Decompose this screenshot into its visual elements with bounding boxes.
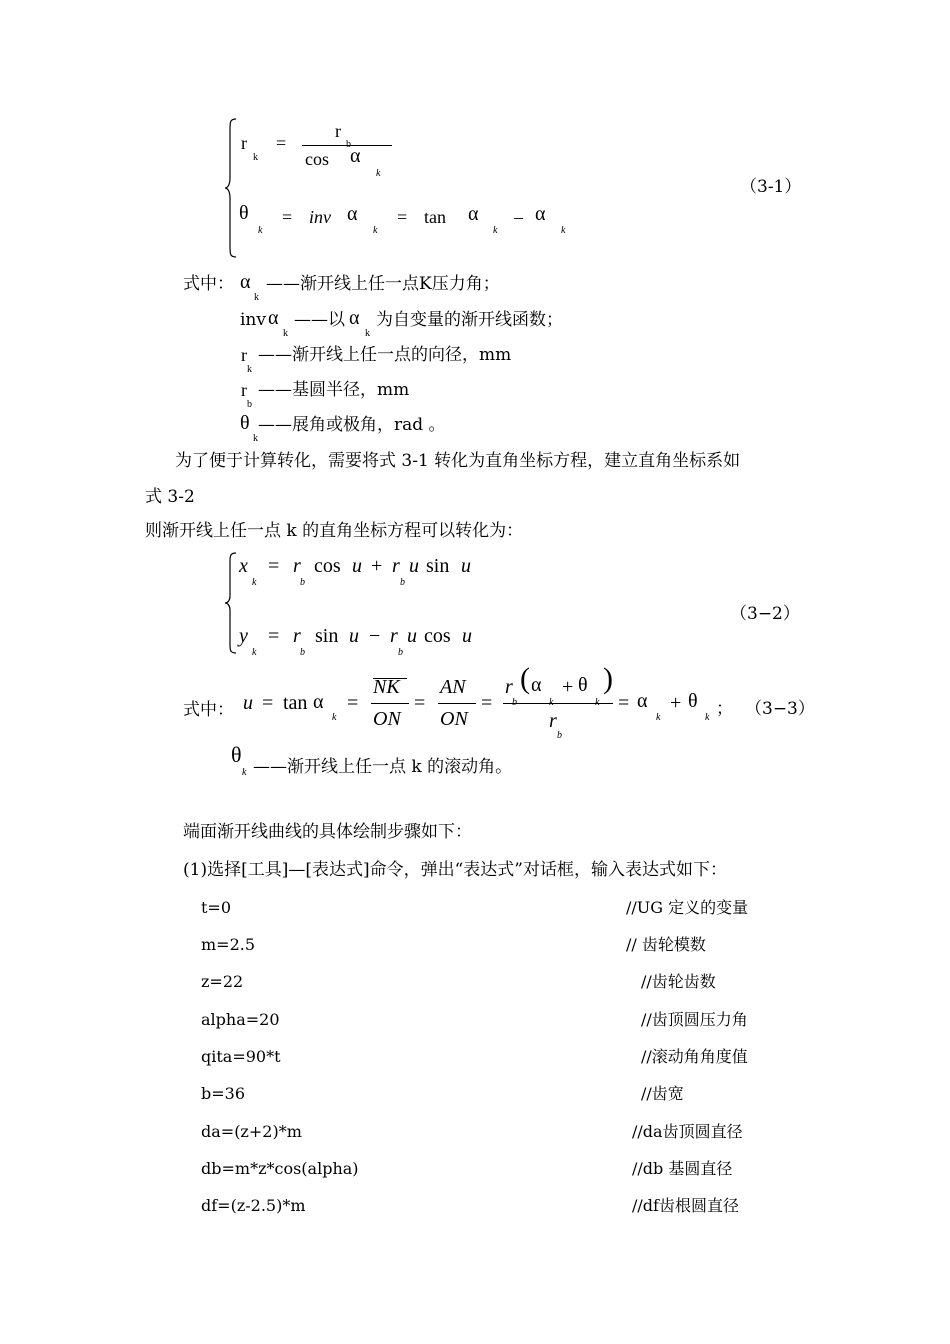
eq32-x: x bbox=[239, 555, 248, 577]
eq31-alpha-den-sub: k bbox=[376, 168, 381, 179]
def-inv-alpha-sub: k bbox=[283, 328, 288, 339]
eq32-sin1: sin bbox=[426, 555, 450, 577]
expr-4: qita=90*t bbox=[201, 1047, 281, 1066]
expr-comment-4: //滚动角角度值 bbox=[641, 1047, 748, 1066]
eq32-u1: u bbox=[352, 555, 362, 577]
eq33-rparen: ) bbox=[603, 662, 613, 695]
eq33-nk: NK bbox=[373, 676, 400, 698]
def-theta-desc: ——展角或极角，rad 。 bbox=[258, 415, 446, 435]
eq33-r-den: r bbox=[549, 710, 557, 732]
expr-comment-2: //齿轮齿数 bbox=[641, 972, 716, 991]
eq33-frac2-bar bbox=[438, 703, 476, 704]
eq31-rk-r: r bbox=[241, 133, 247, 153]
eq31-tan: tan bbox=[424, 207, 446, 227]
theta-k-sym: θ bbox=[231, 742, 242, 767]
eq32-u5: u bbox=[407, 625, 417, 647]
eq31-fraction-bar bbox=[302, 145, 392, 146]
eq33-theta2-sub: k bbox=[705, 712, 710, 723]
expr-0: t=0 bbox=[201, 898, 232, 917]
eq33-an: AN bbox=[440, 676, 466, 698]
def-inv-desc-b: 为自变量的渐开线函数； bbox=[376, 310, 563, 330]
def-rb-desc: ——基圆半径，mm bbox=[258, 380, 410, 400]
eq33-frac3-bar bbox=[503, 703, 613, 704]
eq32-u6: u bbox=[462, 625, 472, 647]
where-prefix: 式中： bbox=[183, 274, 234, 294]
eq32-r1-sub: b bbox=[300, 577, 305, 588]
eq31-theta: θ bbox=[239, 202, 249, 224]
expr-comment-8: //df齿根圆直径 bbox=[632, 1196, 739, 1215]
steps-intro: 端面渐开线曲线的具体绘制步骤如下： bbox=[183, 822, 472, 842]
expr-comment-5: //齿宽 bbox=[641, 1084, 684, 1103]
eq31-alpha-inv: α bbox=[347, 203, 358, 225]
eq32-plus: + bbox=[371, 555, 383, 577]
def-rb-sub: b bbox=[247, 399, 252, 410]
eq32-y-sub: k bbox=[252, 647, 257, 658]
eq32-u4: u bbox=[349, 625, 359, 647]
eq32-cos2: cos bbox=[424, 625, 451, 647]
eq33-lparen: ( bbox=[520, 662, 530, 695]
eq32-minus: − bbox=[369, 625, 381, 647]
eq33-frac1-bar bbox=[371, 703, 409, 704]
eq31-label: （3-1） bbox=[740, 177, 802, 197]
eq31-inv: inv bbox=[309, 207, 331, 227]
eq32-sin2: sin bbox=[315, 625, 339, 647]
expr-3: alpha=20 bbox=[201, 1010, 280, 1029]
eq33-eq2: = bbox=[347, 692, 359, 714]
def-inv-prefix: inv bbox=[240, 310, 266, 330]
eq33-r-num: r bbox=[505, 676, 513, 698]
left-brace-icon bbox=[224, 118, 238, 258]
def-alpha-sym: α bbox=[240, 271, 251, 293]
eq32-y: y bbox=[239, 625, 248, 647]
eq33-theta1: θ bbox=[578, 674, 588, 696]
def-rb-sym: r bbox=[241, 380, 247, 400]
eq31-cos: cos bbox=[305, 149, 329, 169]
eq33-eq4: = bbox=[481, 692, 493, 714]
eq33-on2: ON bbox=[440, 708, 468, 730]
expr-comment-6: //da齿顶圆直径 bbox=[632, 1122, 743, 1141]
eq33-eq3: = bbox=[414, 692, 426, 714]
left-brace-icon bbox=[224, 552, 238, 654]
def-inv-desc-a: ——以 bbox=[294, 310, 345, 330]
eq33-u: u bbox=[243, 692, 253, 714]
eq32-eq-y: = bbox=[268, 625, 280, 647]
eq32-r3: r bbox=[293, 625, 301, 647]
eq31-alpha-den: α bbox=[350, 145, 361, 167]
eq33-alpha3-sub: k bbox=[656, 712, 661, 723]
eq33-alpha1-sub: k bbox=[332, 712, 337, 723]
eq33-r-den-sub: b bbox=[557, 730, 562, 741]
eq31-num-r: r bbox=[335, 121, 341, 141]
paragraph-line-2: 式 3-2 bbox=[145, 487, 195, 507]
eq31-rk-sub: k bbox=[253, 152, 258, 163]
eq32-r2-sub: b bbox=[400, 577, 405, 588]
eq33-tan: tan bbox=[283, 692, 308, 714]
eq33-plus1: + bbox=[562, 676, 574, 698]
eq32-r4-sub: b bbox=[398, 647, 403, 658]
expr-comment-1: // 齿轮模数 bbox=[626, 935, 706, 954]
eq31-eq1: = bbox=[276, 133, 287, 153]
eq33-label: （3−3） bbox=[745, 699, 815, 719]
def-rk-sym: r bbox=[241, 345, 247, 365]
eq31-minus: – bbox=[514, 207, 523, 227]
eq33-theta2: θ bbox=[688, 690, 698, 712]
def-theta-sym: θ bbox=[240, 412, 250, 434]
eq33-alpha3: α bbox=[637, 690, 648, 712]
eq33-eq1: = bbox=[262, 692, 274, 714]
expr-8: df=(z-2.5)*m bbox=[201, 1196, 306, 1215]
eq31-alpha-last-sub: k bbox=[561, 225, 566, 236]
eq32-r4: r bbox=[390, 625, 398, 647]
def-rk-desc: ——渐开线上任一点的向径，mm bbox=[258, 345, 512, 365]
def-theta-sub: k bbox=[253, 433, 258, 444]
eq32-label: （3−2） bbox=[730, 604, 800, 624]
eq33-alpha2: α bbox=[531, 674, 542, 696]
expr-5: b=36 bbox=[201, 1084, 246, 1103]
step-1: (1)选择[工具]—[表达式]命令，弹出“表达式”对话框，输入表达式如下： bbox=[183, 860, 727, 880]
theta-k-desc: ——渐开线上任一点 k 的滚动角。 bbox=[253, 757, 513, 777]
eq33-alpha1: α bbox=[313, 691, 324, 713]
eq32-eq-x: = bbox=[268, 555, 280, 577]
eq31-eq3: = bbox=[397, 207, 408, 227]
eq32-x-sub: k bbox=[252, 577, 257, 588]
def-inv-alpha2-sub: k bbox=[365, 328, 370, 339]
eq32-r2: r bbox=[392, 555, 400, 577]
eq32-cos1: cos bbox=[314, 555, 341, 577]
eq31-alpha-inv-sub: k bbox=[373, 225, 378, 236]
eq33-eq5: = bbox=[618, 692, 630, 714]
paragraph-line-1: 为了便于计算转化，需要将式 3-1 转化为直角坐标方程，建立直角坐标系如 bbox=[175, 451, 741, 471]
eq31-eq2: = bbox=[282, 207, 293, 227]
expr-comment-0: //UG 定义的变量 bbox=[626, 898, 749, 917]
eq31-alpha-tan: α bbox=[468, 203, 479, 225]
def-inv-alpha2: α bbox=[349, 307, 360, 329]
paragraph-line-3: 则渐开线上任一点 k 的直角坐标方程可以转化为： bbox=[145, 521, 524, 541]
eq33-semicolon: ； bbox=[716, 699, 733, 719]
eq32-r3-sub: b bbox=[300, 647, 305, 658]
expr-2: z=22 bbox=[201, 972, 244, 991]
eq33-plus2: + bbox=[670, 692, 682, 714]
theta-k-sub: k bbox=[242, 767, 247, 778]
eq32-u3: u bbox=[461, 555, 471, 577]
eq32-u2: u bbox=[409, 555, 419, 577]
eq32-r1: r bbox=[293, 555, 301, 577]
def-alpha-desc: ——渐开线上任一点K压力角； bbox=[266, 274, 500, 294]
expr-6: da=(z+2)*m bbox=[201, 1122, 302, 1141]
def-inv-alpha: α bbox=[268, 307, 279, 329]
expr-7: db=m*z*cos(alpha) bbox=[201, 1159, 359, 1178]
expr-1: m=2.5 bbox=[201, 935, 256, 954]
eq31-alpha-last: α bbox=[535, 203, 546, 225]
eq33-prefix: 式中： bbox=[183, 700, 234, 720]
eq31-alpha-tan-sub: k bbox=[493, 225, 498, 236]
def-rk-sub: k bbox=[247, 364, 252, 375]
eq31-theta-sub: k bbox=[258, 225, 263, 236]
eq33-on1: ON bbox=[373, 708, 401, 730]
expr-comment-3: //齿顶圆压力角 bbox=[641, 1010, 748, 1029]
def-alpha-sub: k bbox=[254, 292, 259, 303]
expr-comment-7: //db 基圆直径 bbox=[632, 1159, 733, 1178]
